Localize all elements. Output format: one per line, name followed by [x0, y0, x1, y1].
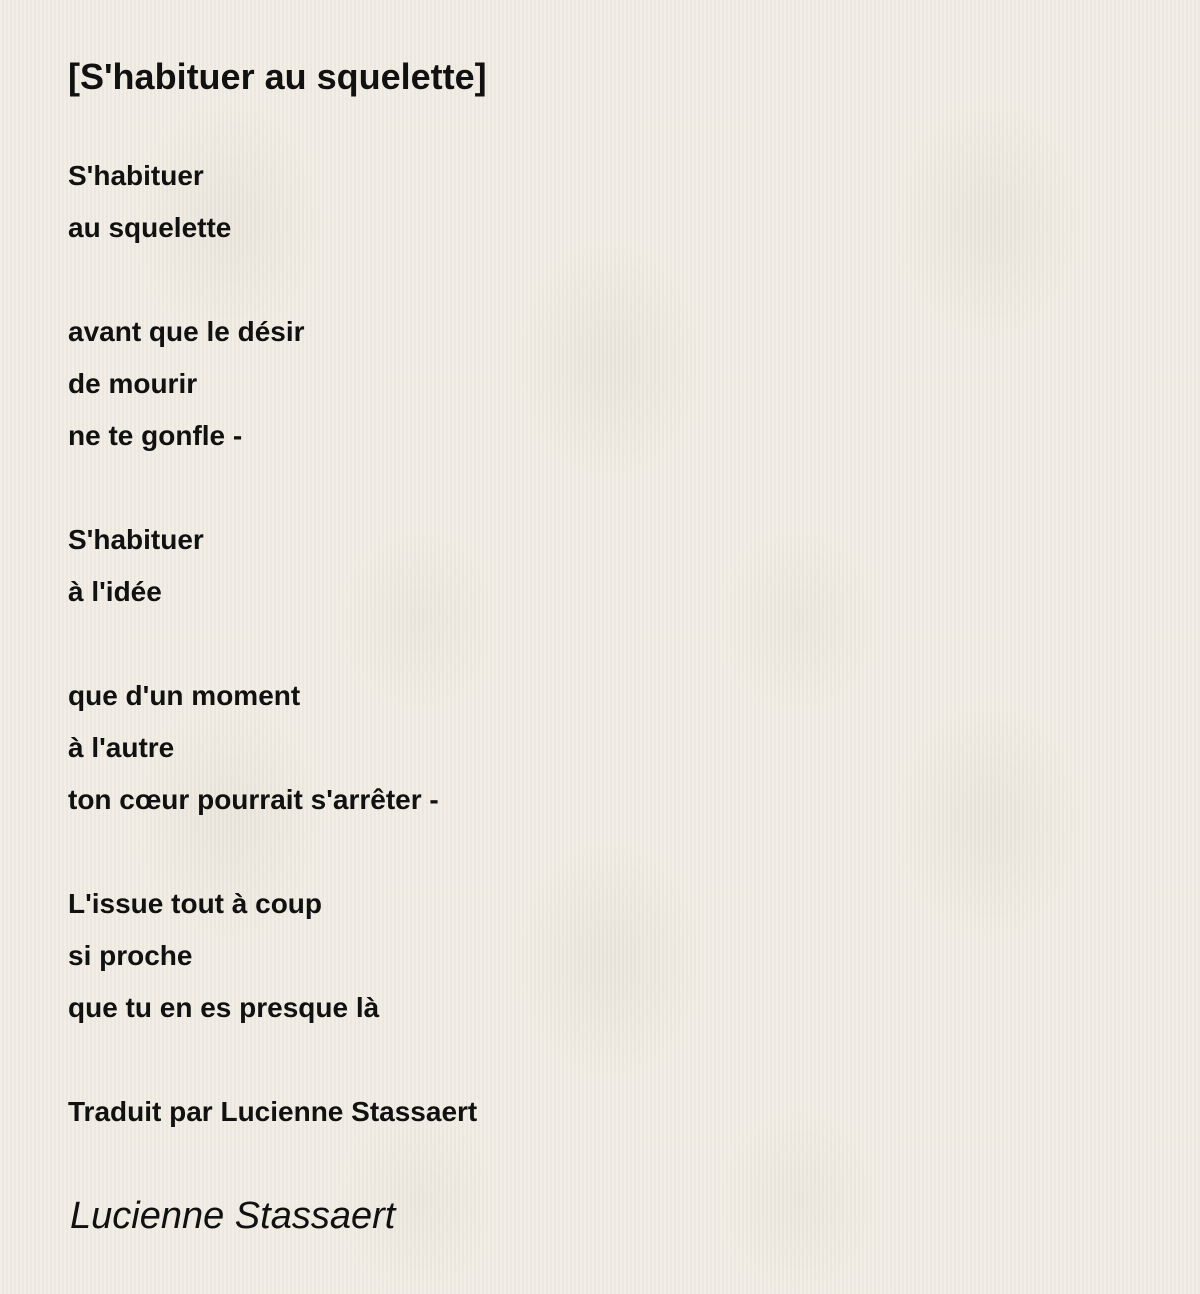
stanza: [68, 670, 439, 826]
stanza: [68, 514, 439, 618]
poem-line: L'issue tout à coup: [68, 888, 323, 919]
poem-line: de mourir: [68, 368, 198, 399]
author-name: Lucienne Stassaert: [70, 1195, 396, 1237]
poem-line: au squelette: [68, 212, 232, 243]
poem-line: ne te gonfle -: [68, 420, 243, 451]
poem-title: [S'habituer au squelette]: [68, 56, 487, 97]
poem-line: si proche: [68, 940, 193, 971]
poem-line: ton cœur pourrait s'arrêter -: [68, 784, 439, 815]
stanza: [68, 150, 439, 254]
poem-line: que tu en es presque là: [68, 992, 380, 1023]
stanza: [68, 306, 439, 462]
stanza: [68, 878, 439, 1034]
poem-line: que d'un moment: [68, 680, 301, 711]
poem-line: S'habituer: [68, 524, 204, 555]
poem-body: [68, 150, 439, 1086]
poem-line: avant que le désir: [68, 316, 305, 347]
translation-credit: Traduit par Lucienne Stassaert: [68, 1096, 478, 1127]
poem-line: S'habituer: [68, 160, 204, 191]
poem-line: à l'autre: [68, 732, 175, 763]
poem-line: à l'idée: [68, 576, 162, 607]
